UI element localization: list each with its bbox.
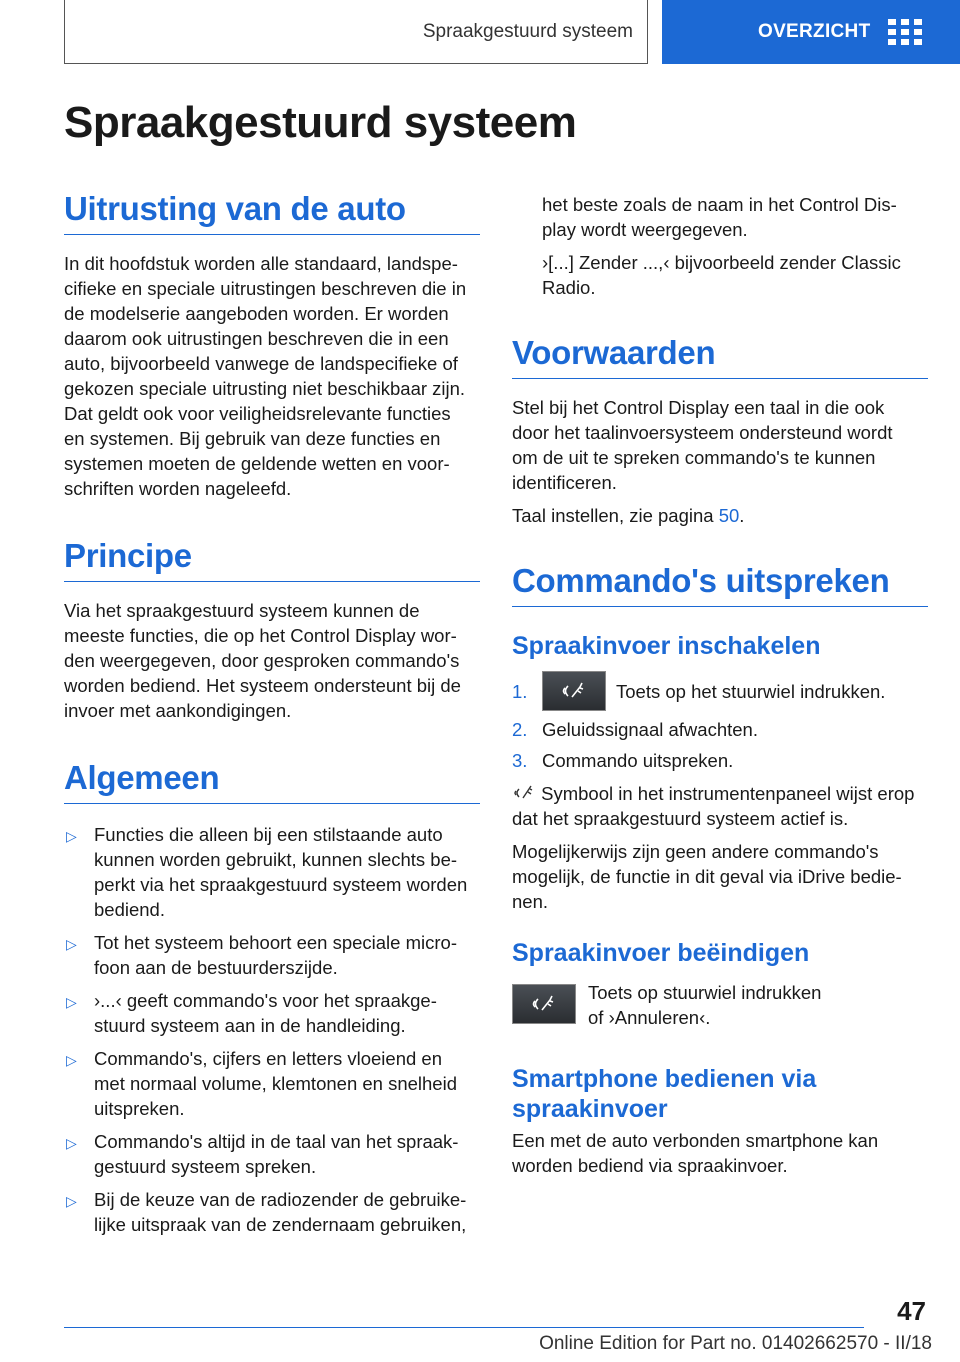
algemeen-list [64, 822, 480, 1237]
voice-button-image [512, 984, 576, 1024]
overview-label: OVERZICHT [758, 21, 871, 42]
overview-button[interactable] [662, 0, 960, 64]
triangle-bullet-icon: ▷ [66, 828, 77, 844]
list-item: ▷ Commando's altijd in de taal van het spraak- gestuurd systeem spreken. [66, 1131, 459, 1177]
voice-command-icon [529, 993, 559, 1015]
page-number: 47 [897, 1296, 926, 1326]
beeindigen-block [512, 980, 928, 1030]
triangle-bullet-icon: ▷ [66, 994, 77, 1010]
list-item: 3. Commando uitspreken. [512, 750, 734, 771]
voice-active-icon [512, 783, 536, 803]
heading-voorwaarden: Voorwaarden [512, 334, 928, 379]
beeindigen-text: Toets op stuurwiel indrukken of ›Annuleren‹. [588, 982, 822, 1028]
triangle-bullet-icon: ▷ [66, 1052, 77, 1068]
list-item: ▷ Functies die alleen bij een stilstaande auto kunnen worden gebruikt, kunnen slechts be- perkt via het spraakgestuurd systeem worden bediend. [66, 824, 468, 920]
heading-uitrusting: Uitrusting van de auto [64, 190, 480, 235]
list-item: ▷ ›...‹ geeft commando's voor het spraakge- stuurd systeem aan in de handleiding. [66, 990, 437, 1036]
grid-menu-icon [888, 19, 922, 45]
list-item: ▷ Bij de keuze van de radiozender de gebruike- lijke uitspraak van de zendernaam gebruiken, [66, 1189, 467, 1235]
page-title: Spraakgestuurd systeem [64, 98, 577, 147]
header-section-tab [64, 0, 648, 64]
footer-divider [64, 1327, 864, 1328]
smartphone-text: Een met de auto verbonden smartphone kan worden bediend via spraakinvoer. [512, 1130, 879, 1176]
heading-smartphone: Smartphone bedienen via spraakinvoer [512, 1065, 817, 1123]
list-item: ▷ Commando's, cijfers en letters vloeiend en met normaal volume, klemtonen en snelheid uitspreken. [66, 1048, 457, 1119]
heading-beeindigen: Spraakinvoer beëindigen [512, 939, 810, 967]
heading-algemeen: Algemeen [64, 759, 480, 804]
heading-commandos: Commando's uitspreken [512, 562, 928, 607]
principe-text: Via het spraakgestuurd systeem kunnen de meeste functies, die op het Control Display wor- den weergegeven, door gesproken commando's worden bediend. Het systeem ondersteunt bij de invoer met aankondigingen. [64, 600, 461, 721]
list-item: ▷ Tot het systeem behoort een speciale micro- foon aan de bestuurderszijde. [66, 932, 457, 978]
steps-list [512, 671, 928, 773]
page-link[interactable]: 50 [718, 505, 740, 526]
triangle-bullet-icon: ▷ [66, 1135, 77, 1151]
continuation-text-1: het beste zoals de naam in het Control Dis- play wordt weergegeven. [542, 194, 897, 240]
symbol-text: Symbool in het instrumentenpaneel wijst erop dat het spraakgestuurd systeem actief is. [512, 783, 915, 829]
continuation-text-2: ›[...] Zender ...,‹ bijvoorbeeld zender Classic Radio. [542, 252, 901, 298]
voice-command-icon [559, 680, 589, 702]
left-column [64, 190, 480, 1237]
voorwaarden-text: Stel bij het Control Display een taal in die ook door het taalinvoersysteem ondersteund wordt om de uit te spreken commando's te kunnen identificeren. [512, 397, 893, 493]
uitrusting-text: In dit hoofdstuk worden alle standaard, landspe- cifieke en speciale uitrustingen beschreven die in de modelserie aangeboden worden. Er worden daarom ook uitrustingen beschreven die in een auto, bijvoorbeeld vanwege de landspecifieke of gekozen speciale uitrusting niet beschikbaar zijn. Dat geldt ook voor veiligheidsrelevante functies en systemen. Bij gebruik van deze functies en systemen moeten de geldende wetten en voor- schriften worden nageleefd. [64, 253, 467, 499]
voice-button-image [542, 671, 606, 711]
heading-inschakelen: Spraakinvoer inschakelen [512, 632, 821, 660]
header-section-title: Spraakgestuurd systeem [422, 20, 633, 42]
list-item: 2. Geluidssignaal afwachten. [512, 719, 758, 740]
voorwaarden-reference: Taal instellen, zie pagina 50. [512, 505, 745, 526]
heading-principe: Principe [64, 537, 480, 582]
right-column [512, 192, 928, 1178]
triangle-bullet-icon: ▷ [66, 1193, 77, 1209]
triangle-bullet-icon: ▷ [66, 936, 77, 952]
list-item: 1. Toets op het stuurwiel indrukken. [512, 671, 928, 711]
note-text: Mogelijkerwijs zijn geen andere commando's mogelijk, de functie in dit geval via iDrive bedie- nen. [512, 841, 902, 912]
footer-edition: Online Edition for Part no. 01402662570 - II/18 [539, 1333, 932, 1354]
